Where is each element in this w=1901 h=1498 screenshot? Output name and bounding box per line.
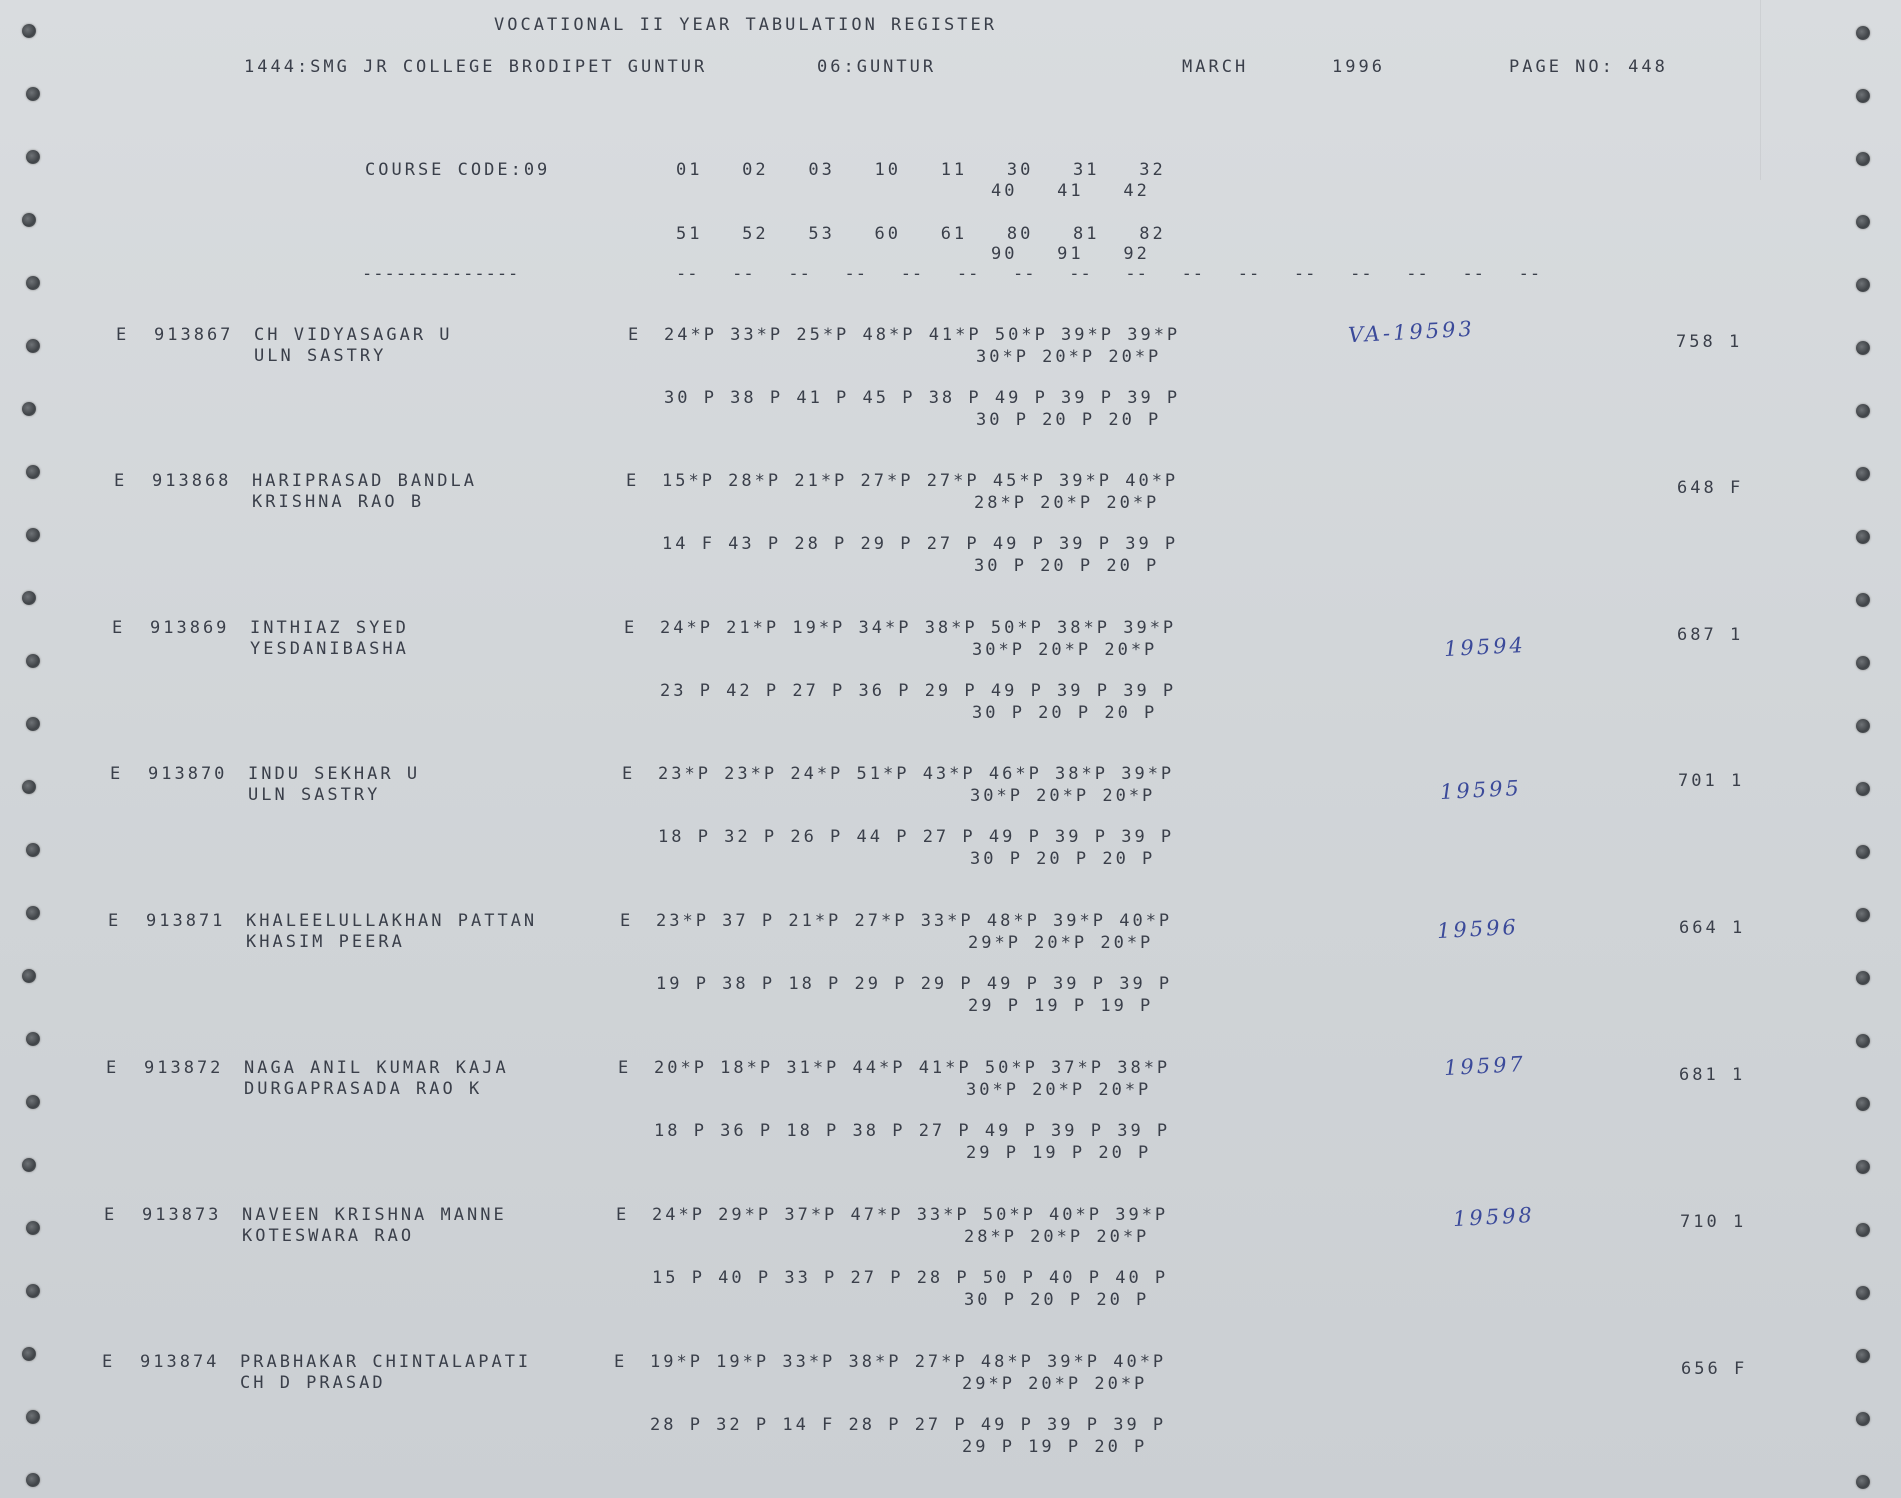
tractor-hole — [26, 843, 40, 857]
father-name: DURGAPRASADA RAO K — [244, 1079, 483, 1099]
tractor-hole — [1856, 719, 1870, 733]
tractor-hole — [1856, 1475, 1870, 1489]
tractor-hole — [1856, 152, 1870, 166]
marks-row-1: 24*P 29*P 37*P 47*P 33*P 50*P 40*P 39*P — [652, 1205, 1169, 1225]
total-and-result: 701 1 — [1678, 771, 1745, 791]
exam-flag: E — [614, 1352, 628, 1372]
handwritten-serial-note: 19595 — [1439, 775, 1523, 805]
tractor-hole — [26, 1032, 40, 1046]
college-name: 1444:SMG JR COLLEGE BRODIPET GUNTUR — [244, 57, 708, 77]
tractor-hole — [1856, 971, 1870, 985]
marks-row-2: 30*P 20*P 20*P — [972, 640, 1158, 660]
total-and-result: 656 F — [1681, 1359, 1748, 1379]
tractor-hole — [26, 717, 40, 731]
tractor-hole — [26, 276, 40, 290]
marks-row-3: 30 P 38 P 41 P 45 P 38 P 49 P 39 P 39 P — [664, 388, 1181, 408]
right-tractor-holes — [1850, 0, 1880, 1498]
tractor-hole — [1856, 404, 1870, 418]
exam-flag: E — [616, 1205, 630, 1225]
left-tractor-holes — [20, 0, 50, 1498]
subject-codes-row-3: 51 52 53 60 61 80 81 82 — [676, 224, 1166, 244]
marks-row-4: 29 P 19 P 19 P — [968, 996, 1154, 1016]
hall-ticket-number: 913871 — [146, 911, 226, 931]
hall-ticket-number: 913868 — [152, 471, 232, 491]
student-name: CH VIDYASAGAR U — [254, 325, 453, 345]
tractor-hole — [1856, 782, 1870, 796]
record-type: E — [112, 618, 126, 638]
tractor-hole — [1856, 1223, 1870, 1237]
tractor-hole — [1856, 1160, 1870, 1174]
marks-row-2: 30*P 20*P 20*P — [970, 786, 1156, 806]
student-name: INDU SEKHAR U — [248, 764, 421, 784]
student-name: NAGA ANIL KUMAR KAJA — [244, 1058, 509, 1078]
marks-row-1: 20*P 18*P 31*P 44*P 41*P 50*P 37*P 38*P — [654, 1058, 1171, 1078]
marks-row-4: 29 P 19 P 20 P — [966, 1143, 1152, 1163]
marks-row-3: 19 P 38 P 18 P 29 P 29 P 49 P 39 P 39 P — [656, 974, 1173, 994]
father-name: KOTESWARA RAO — [242, 1226, 415, 1246]
tractor-hole — [1856, 530, 1870, 544]
tractor-hole — [1856, 467, 1870, 481]
record-type: E — [116, 325, 130, 345]
tractor-hole — [1856, 341, 1870, 355]
marks-row-4: 29 P 19 P 20 P — [962, 1437, 1148, 1457]
tractor-hole — [1856, 1034, 1870, 1048]
hall-ticket-number: 913869 — [150, 618, 230, 638]
tractor-hole — [26, 528, 40, 542]
student-name: HARIPRASAD BANDLA — [252, 471, 477, 491]
marks-row-4: 30 P 20 P 20 P — [964, 1290, 1150, 1310]
subject-codes-row-4: 90 91 92 — [991, 244, 1150, 264]
faint-ruled-area — [1110, 0, 1761, 180]
total-and-result: 664 1 — [1679, 918, 1746, 938]
exam-month: MARCH — [1182, 57, 1249, 77]
exam-flag: E — [618, 1058, 632, 1078]
student-name: NAVEEN KRISHNA MANNE — [242, 1205, 507, 1225]
hall-ticket-number: 913867 — [154, 325, 234, 345]
register-title: VOCATIONAL II YEAR TABULATION REGISTER — [494, 15, 997, 35]
separator-left: -------------- — [362, 264, 520, 284]
tractor-hole — [22, 1347, 36, 1361]
marks-row-3: 15 P 40 P 33 P 27 P 28 P 50 P 40 P 40 P — [652, 1268, 1169, 1288]
marks-row-2: 30*P 20*P 20*P — [976, 347, 1162, 367]
marks-row-1: 23*P 23*P 24*P 51*P 43*P 46*P 38*P 39*P — [658, 764, 1175, 784]
tractor-hole — [1856, 1286, 1870, 1300]
father-name: ULN SASTRY — [254, 346, 387, 366]
page-number: PAGE NO: 448 — [1509, 57, 1668, 77]
tractor-hole — [1856, 1097, 1870, 1111]
tractor-hole — [26, 1473, 40, 1487]
hall-ticket-number: 913874 — [140, 1352, 220, 1372]
marks-row-4: 30 P 20 P 20 P — [976, 410, 1162, 430]
subject-codes-row-2: 40 41 42 — [991, 181, 1150, 201]
father-name: KRISHNA RAO B — [252, 492, 425, 512]
tractor-hole — [22, 24, 36, 38]
separator-right: -- -- -- -- -- -- -- -- -- -- -- -- -- -- -- -- — [676, 264, 1542, 284]
marks-row-3: 18 P 32 P 26 P 44 P 27 P 49 P 39 P 39 P — [658, 827, 1175, 847]
tractor-hole — [26, 339, 40, 353]
handwritten-serial-note: 19596 — [1436, 914, 1520, 944]
marks-row-2: 28*P 20*P 20*P — [974, 493, 1160, 513]
tractor-hole — [26, 654, 40, 668]
marks-row-1: 24*P 33*P 25*P 48*P 41*P 50*P 39*P 39*P — [664, 325, 1181, 345]
tractor-hole — [22, 591, 36, 605]
tractor-hole — [22, 213, 36, 227]
marks-row-4: 30 P 20 P 20 P — [974, 556, 1160, 576]
exam-flag: E — [624, 618, 638, 638]
record-type: E — [110, 764, 124, 784]
handwritten-serial-note: 19594 — [1443, 632, 1527, 662]
exam-flag: E — [622, 764, 636, 784]
record-type: E — [114, 471, 128, 491]
tractor-hole — [22, 1158, 36, 1172]
marks-row-1: 23*P 37 P 21*P 27*P 33*P 48*P 39*P 40*P — [656, 911, 1173, 931]
tractor-hole — [26, 87, 40, 101]
tractor-hole — [1856, 1349, 1870, 1363]
student-name: INTHIAZ SYED — [250, 618, 409, 638]
tractor-hole — [22, 969, 36, 983]
father-name: KHASIM PEERA — [246, 932, 405, 952]
father-name: CH D PRASAD — [240, 1373, 386, 1393]
marks-row-3: 23 P 42 P 27 P 36 P 29 P 49 P 39 P 39 P — [660, 681, 1177, 701]
record-type: E — [106, 1058, 120, 1078]
tractor-hole — [26, 1284, 40, 1298]
tractor-hole — [1856, 89, 1870, 103]
tractor-hole — [26, 465, 40, 479]
father-name: ULN SASTRY — [248, 785, 381, 805]
course-code: COURSE CODE:09 — [365, 160, 551, 180]
marks-row-2: 29*P 20*P 20*P — [968, 933, 1154, 953]
tractor-hole — [1856, 656, 1870, 670]
tractor-hole — [26, 906, 40, 920]
marks-row-3: 18 P 36 P 18 P 38 P 27 P 49 P 39 P 39 P — [654, 1121, 1171, 1141]
tractor-hole — [1856, 1412, 1870, 1426]
handwritten-serial-note: VA-19593 — [1347, 316, 1476, 348]
tractor-hole — [1856, 215, 1870, 229]
subject-codes-row-1: 01 02 03 10 11 30 31 32 — [676, 160, 1166, 180]
exam-flag: E — [628, 325, 642, 345]
tractor-hole — [22, 780, 36, 794]
tractor-hole — [26, 150, 40, 164]
tractor-hole — [1856, 908, 1870, 922]
marks-row-2: 30*P 20*P 20*P — [966, 1080, 1152, 1100]
handwritten-serial-note: 19597 — [1443, 1051, 1527, 1081]
marks-row-3: 14 F 43 P 28 P 29 P 27 P 49 P 39 P 39 P — [662, 534, 1179, 554]
tractor-hole — [1856, 278, 1870, 292]
tractor-hole — [26, 1221, 40, 1235]
record-type: E — [102, 1352, 116, 1372]
marks-row-1: 15*P 28*P 21*P 27*P 27*P 45*P 39*P 40*P — [662, 471, 1179, 491]
marks-row-3: 28 P 32 P 14 F 28 P 27 P 49 P 39 P 39 P — [650, 1415, 1167, 1435]
tractor-hole — [1856, 593, 1870, 607]
father-name: YESDANIBASHA — [250, 639, 409, 659]
exam-flag: E — [620, 911, 634, 931]
tractor-hole — [26, 1095, 40, 1109]
marks-row-1: 19*P 19*P 33*P 38*P 27*P 48*P 39*P 40*P — [650, 1352, 1167, 1372]
tractor-hole — [1856, 26, 1870, 40]
student-name: PRABHAKAR CHINTALAPATI — [240, 1352, 532, 1372]
total-and-result: 710 1 — [1680, 1212, 1747, 1232]
student-name: KHALEELULLAKHAN PATTAN — [246, 911, 538, 931]
handwritten-serial-note: 19598 — [1452, 1202, 1536, 1232]
record-type: E — [104, 1205, 118, 1225]
record-type: E — [108, 911, 122, 931]
marks-row-1: 24*P 21*P 19*P 34*P 38*P 50*P 38*P 39*P — [660, 618, 1177, 638]
tractor-hole — [26, 1410, 40, 1424]
marks-row-4: 30 P 20 P 20 P — [972, 703, 1158, 723]
exam-flag: E — [626, 471, 640, 491]
total-and-result: 681 1 — [1679, 1065, 1746, 1085]
total-and-result: 758 1 — [1676, 332, 1743, 352]
total-and-result: 687 1 — [1677, 625, 1744, 645]
hall-ticket-number: 913873 — [142, 1205, 222, 1225]
marks-row-2: 29*P 20*P 20*P — [962, 1374, 1148, 1394]
marks-row-4: 30 P 20 P 20 P — [970, 849, 1156, 869]
tractor-hole — [1856, 845, 1870, 859]
marks-row-2: 28*P 20*P 20*P — [964, 1227, 1150, 1247]
tractor-hole — [22, 402, 36, 416]
exam-year: 1996 — [1332, 57, 1385, 77]
district-name: 06:GUNTUR — [817, 57, 937, 77]
hall-ticket-number: 913872 — [144, 1058, 224, 1078]
hall-ticket-number: 913870 — [148, 764, 228, 784]
total-and-result: 648 F — [1677, 478, 1744, 498]
